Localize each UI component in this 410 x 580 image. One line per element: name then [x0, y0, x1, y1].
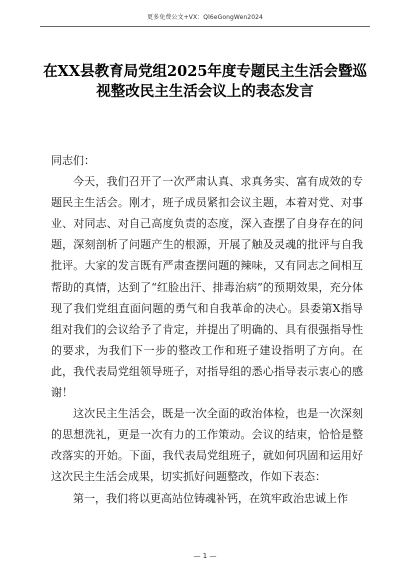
body-paragraph-2: 这次民主生活会，既是一次全面的政治体检，也是一次深刻的思想洗礼，更是一次有力的工作策动。会议的结束，恰恰是整改落实的开始。下面，我代表局党组班子，就如何巩固和运用好这次民主生活会成果，切实抓好问题整改，作如下表态：: [51, 407, 363, 484]
salutation: 同志们：: [51, 154, 95, 167]
header-note: 更多免费公文+VX：Ql6eGongWen2024: [147, 14, 263, 21]
header-divider: [40, 26, 370, 27]
document-body: [51, 150, 363, 509]
body-paragraph-1: 今天，我们召开了一次严肃认真、求真务实、富有成效的专题民主生活会。刚才，班子成员紧扣会议主题，本着对党、对事业、对同志、对自己高度负责的态度，深入查摆了自身存在的问题，深刻剖析了问题产生的根源，开展了触及灵魂的批评与自我批评。大家的发言既有严肃查摆问题的辣味，又有同志之间相互帮助的真情，达到了“红脸出汗、排毒治病”的预期效果，充分体现了我们党组直面问题的勇气和自我革命的决心。县委第X指导组对我们的会议给予了肯定，并提出了明确的、具有很强指导性的要求，为我们下一步的整改工作和班子建设指明了方向。在此，我代表局党组领导班子，对指导组的悉心指导表示衷心的感谢！: [51, 175, 363, 400]
document-title: 在XX县教育局党组2025年度专题民主生活会暨巡视整改民主生活会议上的表态发言: [43, 63, 367, 100]
body-paragraph-3: 第一，我们将以更高站位铸魂补钙，在筑牢政治忠诚上作: [73, 491, 348, 505]
page-number: — 1 —: [193, 552, 217, 560]
